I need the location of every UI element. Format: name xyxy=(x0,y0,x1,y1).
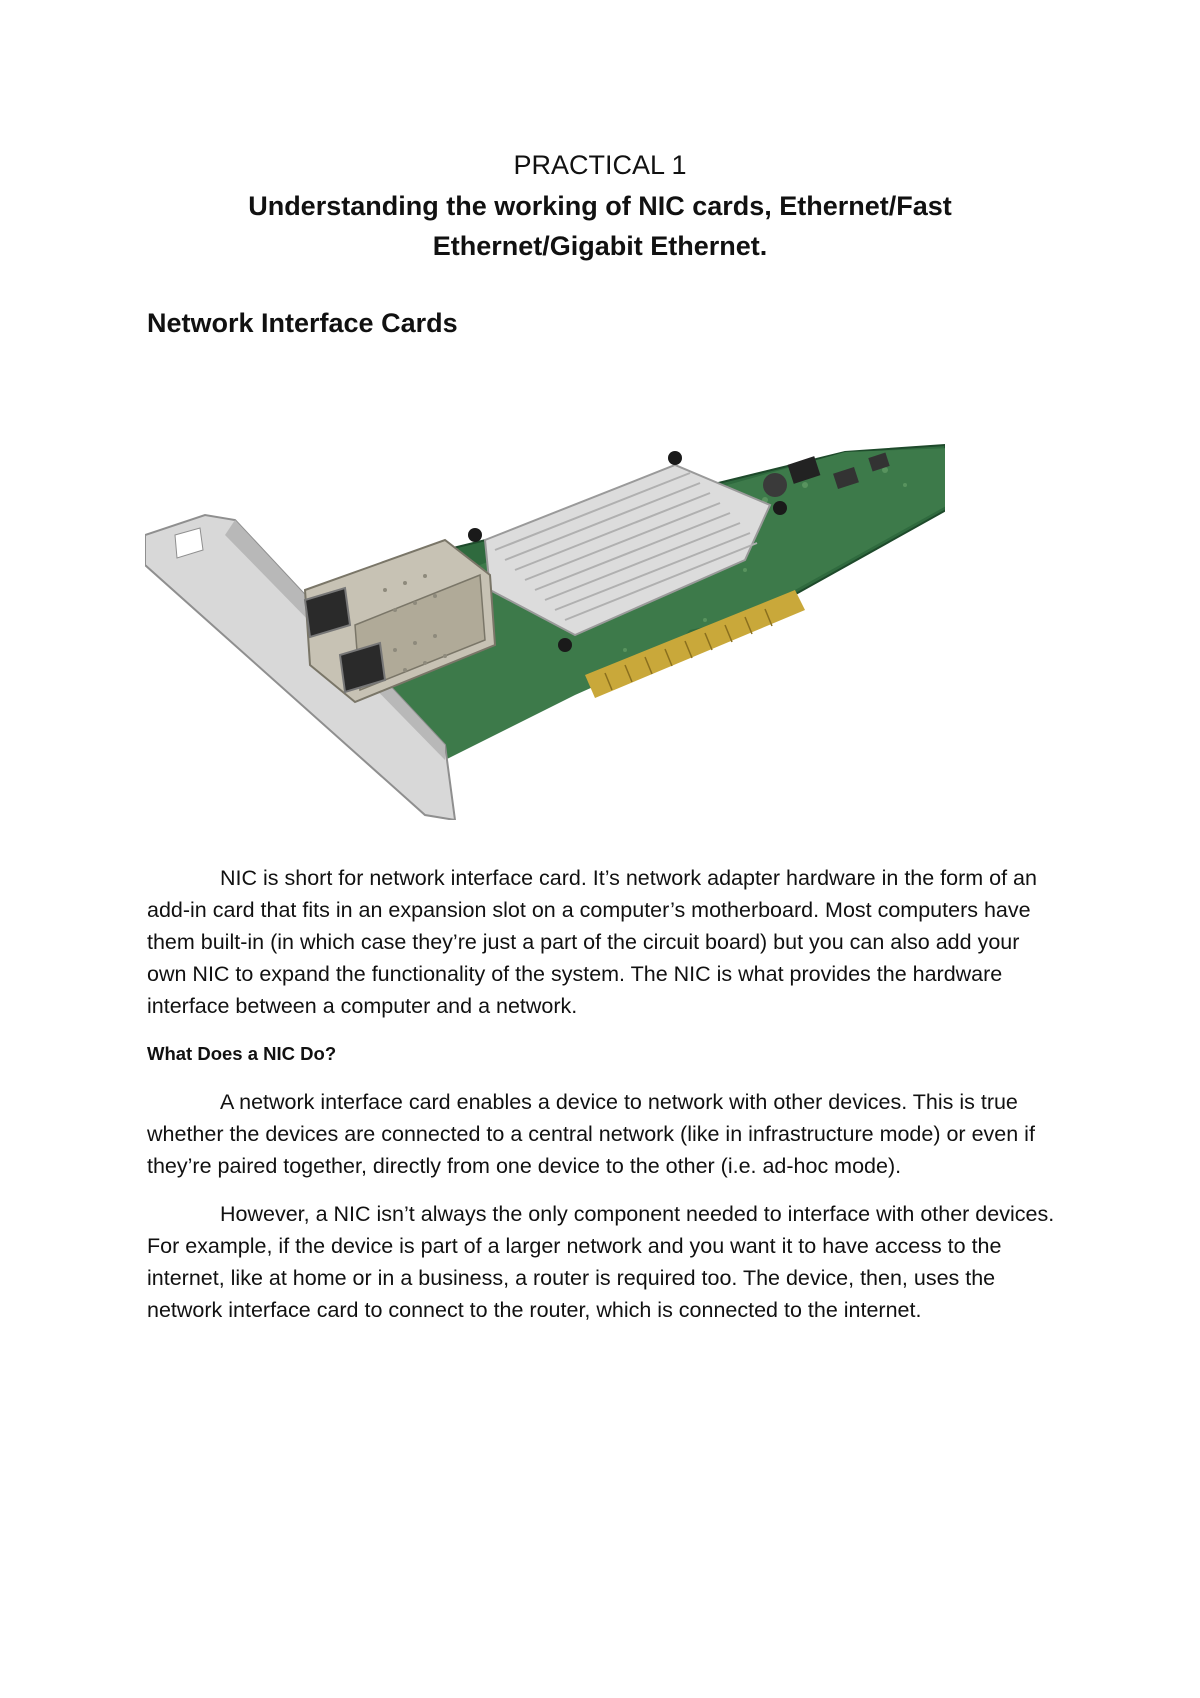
title-line-2: Ethernet/Gigabit Ethernet. xyxy=(432,231,768,261)
section-heading: Network Interface Cards xyxy=(147,308,458,338)
title-line-1: Understanding the working of NIC cards, Ethernet/Fast xyxy=(248,191,952,221)
network-interface-card-photo xyxy=(145,440,945,820)
paragraph-nic-definition xyxy=(147,862,1062,1022)
paragraph-3-text: However, a NIC isn’t always the only component needed to interface with other devices. For example, if the device is part of a larger network and you want it to have access to the internet, like at home or in a business, a router is required too. The device, then, uses the network interface card to connect to the router, which is connected to the internet. xyxy=(147,1202,1055,1322)
practical-label: PRACTICAL 1 xyxy=(513,150,687,180)
paragraph-router-requirement xyxy=(147,1198,1062,1326)
document-title xyxy=(150,186,1050,266)
paragraph-1-text: NIC is short for network interface card. It’s network adapter hardware in the form of an add-in card that fits in an expansion slot on a computer’s motherboard. Most computers have them built-in (in which case they’re just a part of the circuit board) but you can also add your own NIC to expand the functionality of the system. The NIC is what provides the hardware interface between a computer and a network. xyxy=(147,866,1037,1018)
paragraph-2-text: A network interface card enables a device to network with other devices. This is true whether the devices are connected to a central network (like in infrastructure mode) or even if they’re paired together, directly from one device to the other (i.e. ad-hoc mode). xyxy=(147,1090,1035,1178)
paragraph-nic-function xyxy=(147,1086,1062,1182)
nic-card-figure xyxy=(145,440,945,820)
title-block xyxy=(150,148,1050,266)
subheading-what-does-nic-do: What Does a NIC Do? xyxy=(147,1043,337,1064)
